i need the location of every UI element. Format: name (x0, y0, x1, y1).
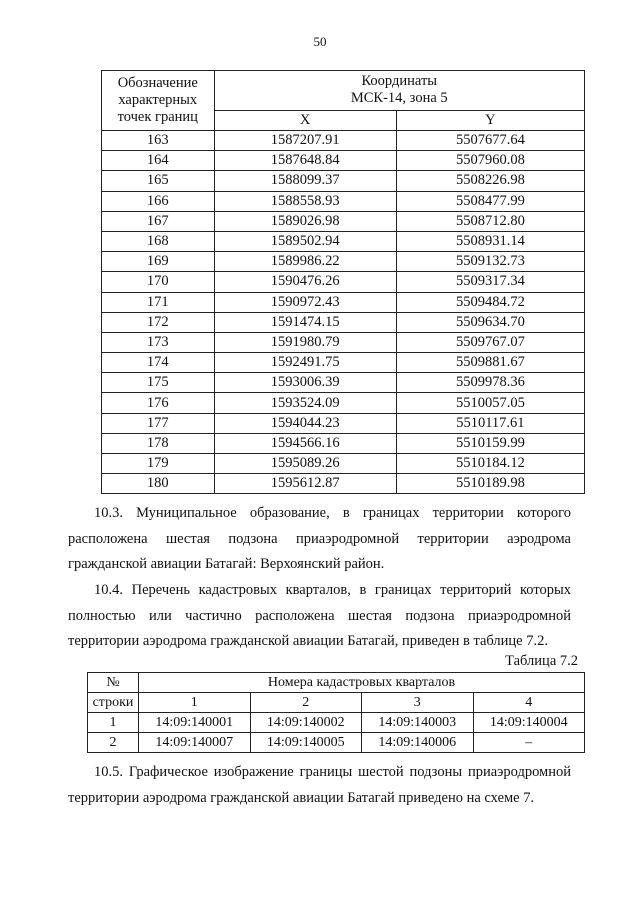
point-id-cell: 165 (102, 171, 215, 191)
x-cell: 1592491.75 (214, 353, 396, 373)
table-row (102, 373, 585, 393)
cadastral-cell: – (473, 733, 585, 753)
y-cell: 5508712.80 (396, 211, 584, 231)
col-header-y: Y (396, 110, 584, 130)
table-row (102, 332, 585, 352)
table-caption: Таблица 7.2 (505, 653, 578, 669)
point-id-cell: 168 (102, 231, 215, 251)
x-cell: 1587207.91 (214, 131, 396, 151)
table-row (102, 292, 585, 312)
point-id-cell: 171 (102, 292, 215, 312)
x-cell: 1593006.39 (214, 373, 396, 393)
table-row (102, 211, 585, 231)
col-header-coordinates: Координаты МСК-14, зона 5 (214, 71, 584, 111)
point-id-cell: 178 (102, 433, 215, 453)
table-row (102, 393, 585, 413)
col-header-points: Обозначение характерных точек границ (102, 71, 215, 131)
point-id-cell: 170 (102, 272, 215, 292)
point-id-cell: 164 (102, 151, 215, 171)
table-row (102, 131, 585, 151)
y-cell: 5508226.98 (396, 171, 584, 191)
table-row (102, 474, 585, 494)
cadastral-cell: 14:09:140007 (139, 733, 251, 753)
point-id-cell: 167 (102, 211, 215, 231)
x-cell: 1595089.26 (214, 454, 396, 474)
x-cell: 1589026.98 (214, 211, 396, 231)
x-cell: 1595612.87 (214, 474, 396, 494)
cadastral-cell: 14:09:140005 (250, 733, 362, 753)
table-row (102, 171, 585, 191)
point-id-cell: 177 (102, 413, 215, 433)
cadastral-table (87, 672, 585, 753)
table-row (88, 733, 585, 753)
y-cell: 5510117.61 (396, 413, 584, 433)
table-row (102, 272, 585, 292)
y-cell: 5507960.08 (396, 151, 584, 171)
x-cell: 1590972.43 (214, 292, 396, 312)
point-id-cell: 175 (102, 373, 215, 393)
paragraph-10-5: 10.5. Графическое изображение границы шестой подзоны приаэродромной территории аэродрома гражданской авиации Батагай приведено на схеме 7. (68, 764, 571, 806)
y-cell: 5510159.99 (396, 433, 584, 453)
y-cell: 5508477.99 (396, 191, 584, 211)
cadastral-cell: 14:09:140001 (139, 713, 251, 733)
coordinates-table (101, 70, 585, 494)
col-header-number: № (88, 673, 139, 693)
point-id-cell: 172 (102, 312, 215, 332)
x-cell: 1590476.26 (214, 272, 396, 292)
y-cell: 5509767.07 (396, 332, 584, 352)
y-cell: 5510189.98 (396, 474, 584, 494)
col-number-2: 2 (250, 693, 362, 713)
y-cell: 5509317.34 (396, 272, 584, 292)
y-cell: 5509634.70 (396, 312, 584, 332)
table-row (102, 231, 585, 251)
y-cell: 5509484.72 (396, 292, 584, 312)
row-number-cell: 2 (88, 733, 139, 753)
y-cell: 5509978.36 (396, 373, 584, 393)
cadastral-cell: 14:09:140002 (250, 713, 362, 733)
paragraph-10-3: 10.3. Муниципальное образование, в границах территории которого расположена шестая подзона приаэродромной территории аэродрома гражданской авиации Батагай: Верхоянский район. (68, 505, 571, 572)
table-row (102, 312, 585, 332)
y-cell: 5507677.64 (396, 131, 584, 151)
point-id-cell: 173 (102, 332, 215, 352)
x-cell: 1589986.22 (214, 252, 396, 272)
col-number-4: 4 (473, 693, 585, 713)
col-number-3: 3 (362, 693, 474, 713)
table-row (88, 713, 585, 733)
row-number-cell: 1 (88, 713, 139, 733)
page-number: 50 (313, 34, 327, 49)
col-number-1: 1 (139, 693, 251, 713)
col-header-x: X (214, 110, 396, 130)
point-id-cell: 169 (102, 252, 215, 272)
y-cell: 5508931.14 (396, 231, 584, 251)
point-id-cell: 174 (102, 353, 215, 373)
point-id-cell: 176 (102, 393, 215, 413)
paragraph-10-4: 10.4. Перечень кадастровых кварталов, в границах территорий которых полностью или частично расположена шестая подзона приаэродромной территории аэродрома гражданской авиации Батагай, приведен в таблице 7.2. (68, 582, 571, 649)
y-cell: 5510184.12 (396, 454, 584, 474)
y-cell: 5509881.67 (396, 353, 584, 373)
point-id-cell: 179 (102, 454, 215, 474)
x-cell: 1589502.94 (214, 231, 396, 251)
point-id-cell: 180 (102, 474, 215, 494)
x-cell: 1591980.79 (214, 332, 396, 352)
cadastral-cell: 14:09:140003 (362, 713, 474, 733)
x-cell: 1594566.16 (214, 433, 396, 453)
y-cell: 5510057.05 (396, 393, 584, 413)
table-row (102, 433, 585, 453)
x-cell: 1588558.93 (214, 191, 396, 211)
x-cell: 1591474.15 (214, 312, 396, 332)
point-id-cell: 163 (102, 131, 215, 151)
table-row (102, 454, 585, 474)
cadastral-cell: 14:09:140004 (473, 713, 585, 733)
cadastral-cell: 14:09:140006 (362, 733, 474, 753)
table-row (102, 151, 585, 171)
table-row (102, 353, 585, 373)
table-row (102, 252, 585, 272)
x-cell: 1594044.23 (214, 413, 396, 433)
point-id-cell: 166 (102, 191, 215, 211)
x-cell: 1588099.37 (214, 171, 396, 191)
y-cell: 5509132.73 (396, 252, 584, 272)
col-header-cadastral: Номера кадастровых кварталов (139, 673, 585, 693)
x-cell: 1587648.84 (214, 151, 396, 171)
table-row (102, 191, 585, 211)
col-header-row: строки (88, 693, 139, 713)
table-row (102, 413, 585, 433)
x-cell: 1593524.09 (214, 393, 396, 413)
